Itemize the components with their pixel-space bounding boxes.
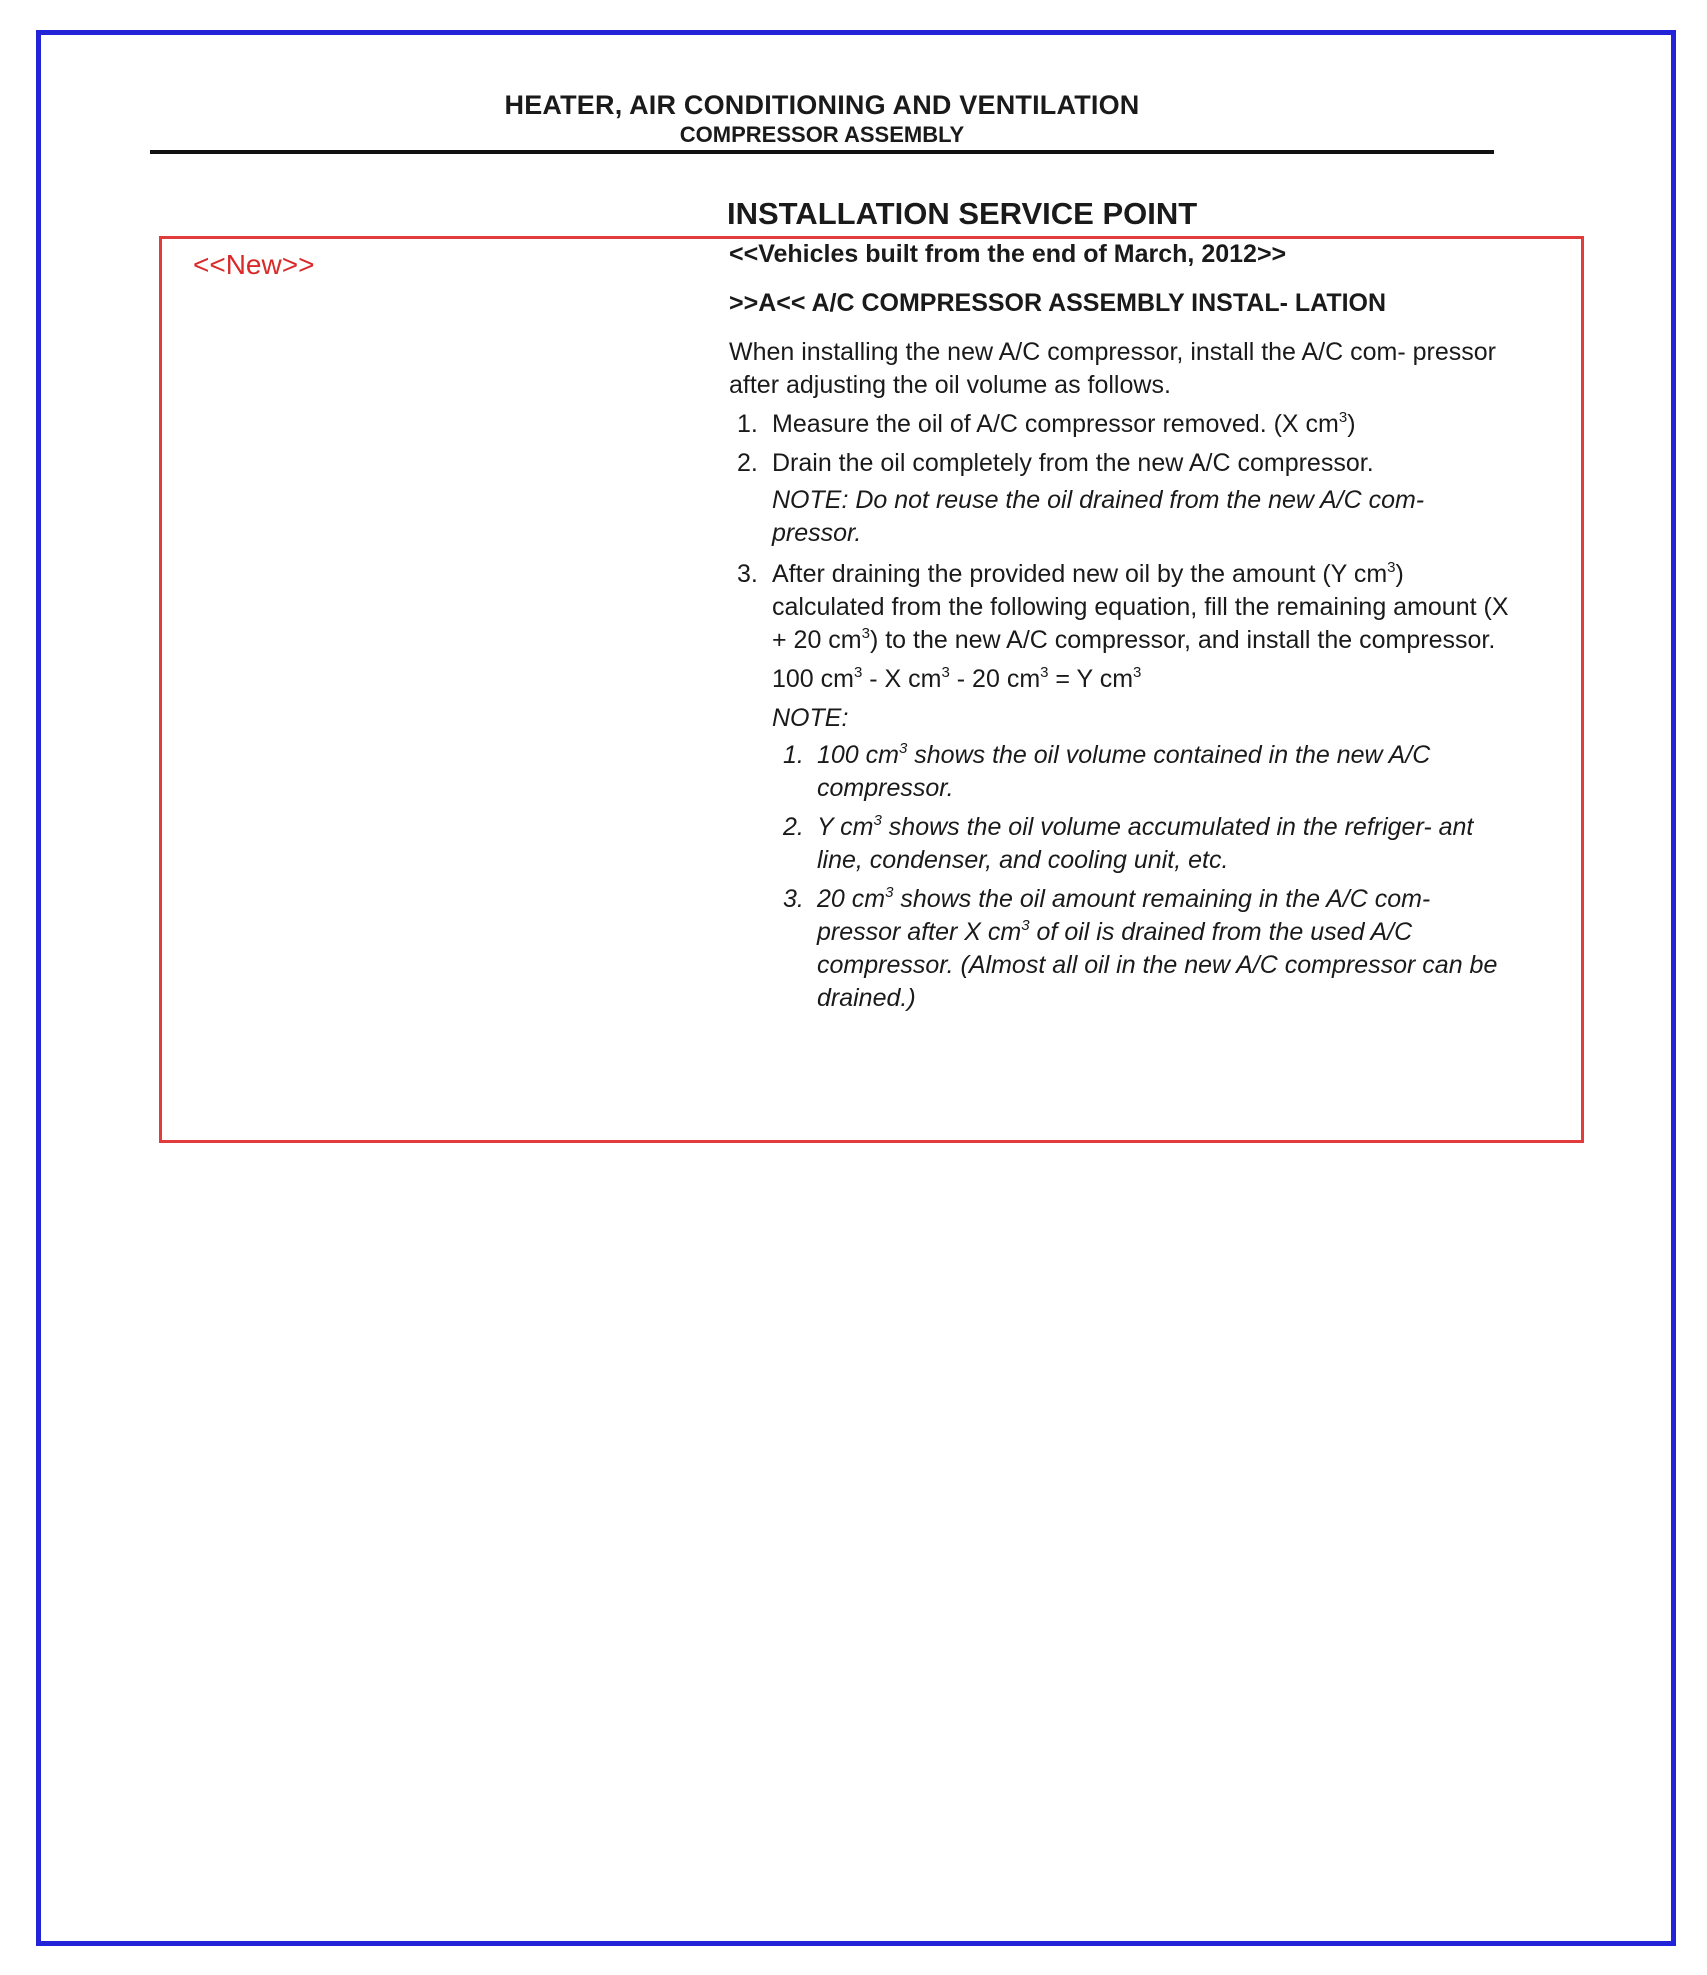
step-number: 1. [737,410,758,438]
header-title: HEATER, AIR CONDITIONING AND VENTILATION [504,90,1140,120]
header-rule [150,150,1494,154]
note-number: 3. [783,885,804,913]
superscript: 3 [1021,917,1030,934]
step-text: ) calculated from the following equation, fill the remaining amount (X + 20 cm [772,560,1509,654]
note-label: NOTE: [772,704,849,732]
superscript: 3 [1387,559,1396,576]
note-text: shows the oil volume contained in the new A/C compressor. [817,741,1431,802]
note-item [772,883,1509,1015]
equation-term: 100 cm [772,665,854,693]
note-number: 1. [783,741,804,769]
step-item [729,447,1509,550]
note-text: Y cm [817,813,874,841]
vehicle-applicability: <<Vehicles built from the end of March, 2012>> [729,240,1287,268]
superscript: 3 [941,664,950,681]
procedure-intro: When installing the new A/C compressor, install the A/C com- pressor after adjusting the oil volume as follows. [729,338,1496,399]
equation-term: - X cm [862,665,942,693]
step-number: 3. [737,560,758,588]
step-number: 2. [737,449,758,477]
step-text: ) to the new A/C compressor, and install the compressor. [869,626,1496,654]
equation-term: = Y cm [1048,665,1134,693]
step-text: ) [1347,410,1356,438]
superscript: 3 [1338,409,1348,426]
superscript: 3 [898,740,908,757]
superscript: 3 [873,812,882,829]
step-text: Measure the oil of A/C compressor removed. (X cm [772,410,1339,438]
step-text: Drain the oil completely from the new A/C compressor. [772,449,1374,477]
procedure-title: >>A<< A/C COMPRESSOR ASSEMBLY INSTAL- LATION [729,289,1387,317]
new-marker: <<New>> [193,249,315,280]
page-header [150,88,1494,148]
superscript: 3 [885,884,894,901]
superscript: 3 [853,664,863,681]
note-text: shows the oil amount remaining in the A/C com- pressor after X cm [817,885,1431,946]
step-item [729,558,1509,1015]
section-title: INSTALLATION SERVICE POINT [727,196,1198,231]
equation-term: - 20 cm [949,665,1041,693]
note-text: of oil is drained from the used A/C compressor. (Almost all oil in the new A/C compressor can be drained.) [817,918,1498,1012]
note-item [772,739,1509,805]
step-note: NOTE: Do not reuse the oil drained from the new A/C com- pressor. [772,486,1425,547]
superscript: 3 [1133,664,1142,681]
header-subtitle: COMPRESSOR ASSEMBLY [679,122,965,147]
superscript: 3 [861,625,870,642]
note-item [772,811,1509,877]
step-text: After draining the provided new oil by the amount (Y cm [772,560,1388,588]
step-item [729,408,1509,441]
note-text: 20 cm [817,885,886,913]
procedure-content [729,238,1509,1021]
note-number: 2. [783,813,804,841]
oil-equation [772,663,1509,696]
note-text: 100 cm [817,741,899,769]
note-text: shows the oil volume accumulated in the refriger- ant line, condenser, and cooling unit, etc. [817,813,1474,874]
superscript: 3 [1040,664,1049,681]
